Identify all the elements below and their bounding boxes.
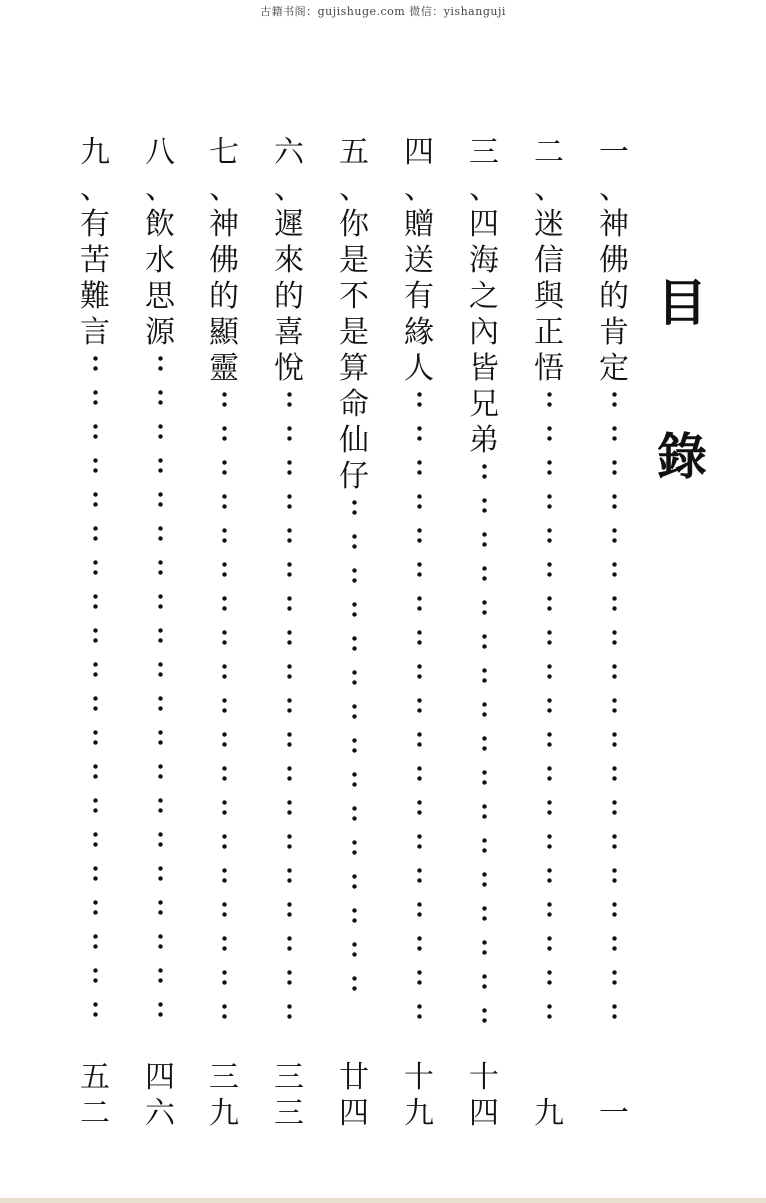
leader-dot <box>158 691 163 713</box>
page-number: 廿 四 <box>339 1060 369 1131</box>
leader-dot <box>547 965 552 987</box>
leader-dot <box>417 829 422 851</box>
leader-dot <box>612 455 617 477</box>
leader-dot <box>612 421 617 443</box>
leader-dot <box>158 351 163 373</box>
leader-dot <box>352 971 357 993</box>
chapter-separator: 、 <box>274 171 304 206</box>
leader-dots <box>482 459 487 1037</box>
chapter-title: 有 苦 難 言 <box>80 207 110 350</box>
leader-dot <box>417 659 422 681</box>
leader-dot <box>287 999 292 1021</box>
leader-dots <box>287 387 292 1033</box>
leader-dot <box>158 895 163 917</box>
leader-dot <box>287 693 292 715</box>
leader-dot <box>158 487 163 509</box>
leader-dot <box>287 931 292 953</box>
leader-dot <box>222 693 227 715</box>
leader-dot <box>612 693 617 715</box>
leader-dot <box>482 765 487 787</box>
leader-dot <box>222 897 227 919</box>
leader-dot <box>158 453 163 475</box>
leader-dot <box>417 693 422 715</box>
page-number: 九 <box>534 1096 564 1131</box>
leader-dot <box>482 459 487 481</box>
chapter-title: 你 是 不 是 算 命 仙 仔 <box>339 207 369 494</box>
leader-dot <box>287 489 292 511</box>
leader-dot <box>417 557 422 579</box>
chapter-separator: 、 <box>339 171 369 206</box>
leader-dot <box>222 659 227 681</box>
leader-dot <box>547 421 552 443</box>
leader-dot <box>547 931 552 953</box>
leader-dot <box>222 931 227 953</box>
leader-dot <box>287 523 292 545</box>
leader-dot <box>482 799 487 821</box>
leader-dot <box>482 663 487 685</box>
chapter-number-text: 八 <box>145 135 175 170</box>
leader-dot <box>222 863 227 885</box>
page-number: 十 九 <box>404 1060 434 1131</box>
chapter-number <box>202 135 246 207</box>
leader-dot <box>352 801 357 823</box>
leader-dot <box>287 965 292 987</box>
chapter-title: 飲 水 思 源 <box>145 207 175 350</box>
chapter-number <box>592 135 636 207</box>
leader-dot <box>93 929 98 951</box>
leader-dot <box>352 767 357 789</box>
chapter-title: 神 佛 的 肯 定 <box>599 207 629 386</box>
leader-dot <box>287 591 292 613</box>
toc-entry <box>592 135 636 1033</box>
leader-dots <box>158 351 163 1031</box>
leader-dot <box>417 727 422 749</box>
chapter-number <box>73 135 117 207</box>
chapter-number-text: 九 <box>80 135 110 170</box>
leader-dot <box>547 863 552 885</box>
leader-dot <box>352 597 357 619</box>
leader-dot <box>93 589 98 611</box>
leader-dot <box>222 761 227 783</box>
toc-entry <box>397 135 441 1033</box>
chapter-number-text: 六 <box>274 135 304 170</box>
leader-dot <box>93 657 98 679</box>
chapter-number <box>527 135 571 207</box>
chapter-title: 神 佛 的 顯 靈 <box>209 207 239 386</box>
leader-dot <box>612 931 617 953</box>
leader-dot <box>93 487 98 509</box>
leader-dot <box>158 827 163 849</box>
leader-dot <box>547 387 552 409</box>
leader-dots <box>222 387 227 1033</box>
chapter-number <box>138 135 182 207</box>
leader-dot <box>482 493 487 515</box>
leader-dot <box>612 727 617 749</box>
leader-dot <box>547 795 552 817</box>
leader-dot <box>612 591 617 613</box>
leader-dot <box>482 867 487 889</box>
leader-dot <box>417 387 422 409</box>
leader-dot <box>222 523 227 545</box>
leader-dot <box>158 555 163 577</box>
leader-dot <box>612 897 617 919</box>
leader-dot <box>158 419 163 441</box>
leader-dot <box>352 903 357 925</box>
leader-dot <box>352 529 357 551</box>
leader-dot <box>612 829 617 851</box>
leader-dot <box>222 999 227 1021</box>
leader-dot <box>93 351 98 373</box>
leader-dot <box>417 455 422 477</box>
leader-dot <box>482 833 487 855</box>
leader-dot <box>352 869 357 891</box>
leader-dot <box>93 827 98 849</box>
leader-dot <box>93 861 98 883</box>
leader-dot <box>352 733 357 755</box>
leader-dot <box>417 489 422 511</box>
leader-dot <box>158 725 163 747</box>
chapter-separator: 、 <box>599 171 629 206</box>
leader-dot <box>287 625 292 647</box>
leader-dot <box>612 965 617 987</box>
chapter-number <box>397 135 441 207</box>
page-number: 一 <box>599 1096 629 1131</box>
leader-dot <box>222 727 227 749</box>
toc-entry <box>527 135 571 1033</box>
leader-dot <box>482 697 487 719</box>
chapter-title: 迷 信 與 正 悟 <box>534 207 564 386</box>
toc-entry <box>73 135 117 1031</box>
leader-dot <box>222 489 227 511</box>
leader-dot <box>93 691 98 713</box>
leader-dot <box>222 455 227 477</box>
toc-heading <box>650 273 714 486</box>
leader-dot <box>547 829 552 851</box>
leader-dot <box>612 761 617 783</box>
leader-dot <box>612 557 617 579</box>
leader-dot <box>547 999 552 1021</box>
leader-dot <box>482 1003 487 1025</box>
chapter-separator: 、 <box>404 171 434 206</box>
leader-dot <box>93 759 98 781</box>
page-number: 十 四 <box>469 1060 499 1131</box>
leader-dot <box>352 495 357 517</box>
leader-dots <box>547 387 552 1033</box>
leader-dots <box>612 387 617 1033</box>
leader-dot <box>417 421 422 443</box>
chapter-title: 遲 來 的 喜 悅 <box>274 207 304 386</box>
leader-dot <box>547 693 552 715</box>
leader-dot <box>612 625 617 647</box>
leader-dot <box>287 455 292 477</box>
leader-dot <box>482 595 487 617</box>
toc-entry <box>462 135 506 1037</box>
chapter-number <box>332 135 376 207</box>
leader-dot <box>93 725 98 747</box>
leader-dot <box>222 965 227 987</box>
leader-dot <box>417 625 422 647</box>
leader-dot <box>222 421 227 443</box>
toc-entry <box>332 135 376 1005</box>
leader-dot <box>352 835 357 857</box>
leader-dot <box>482 969 487 991</box>
leader-dot <box>612 387 617 409</box>
leader-dot <box>417 761 422 783</box>
chapter-number-text: 四 <box>404 135 434 170</box>
leader-dot <box>352 937 357 959</box>
leader-dot <box>222 795 227 817</box>
leader-dot <box>287 421 292 443</box>
leader-dot <box>93 385 98 407</box>
toc-heading-char: 目 <box>657 273 707 332</box>
leader-dot <box>287 897 292 919</box>
leader-dot <box>417 863 422 885</box>
leader-dot <box>612 523 617 545</box>
leader-dot <box>482 935 487 957</box>
leader-dot <box>93 997 98 1019</box>
leader-dot <box>287 863 292 885</box>
leader-dot <box>547 523 552 545</box>
leader-dot <box>287 387 292 409</box>
chapter-number-text: 一 <box>599 135 629 170</box>
leader-dot <box>158 521 163 543</box>
chapter-number-text: 五 <box>339 135 369 170</box>
leader-dot <box>158 759 163 781</box>
leader-dot <box>547 761 552 783</box>
leader-dot <box>612 863 617 885</box>
leader-dot <box>547 489 552 511</box>
leader-dot <box>417 523 422 545</box>
chapter-title: 贈 送 有 緣 人 <box>404 207 434 386</box>
toc-entry <box>267 135 311 1033</box>
leader-dot <box>158 385 163 407</box>
leader-dot <box>417 897 422 919</box>
leader-dot <box>287 727 292 749</box>
leader-dot <box>417 999 422 1021</box>
leader-dot <box>158 623 163 645</box>
leader-dots <box>352 495 357 1005</box>
leader-dot <box>222 625 227 647</box>
toc-heading-char: 錄 <box>657 427 707 486</box>
leader-dot <box>93 419 98 441</box>
leader-dot <box>287 557 292 579</box>
leader-dot <box>158 997 163 1019</box>
leader-dot <box>287 795 292 817</box>
chapter-number-text: 三 <box>469 135 499 170</box>
chapter-separator: 、 <box>534 171 564 206</box>
leader-dot <box>222 387 227 409</box>
leader-dot <box>547 897 552 919</box>
leader-dot <box>612 999 617 1021</box>
leader-dot <box>612 659 617 681</box>
toc-entry <box>202 135 246 1033</box>
page-number: 五 二 <box>80 1060 110 1131</box>
chapter-number <box>267 135 311 207</box>
chapter-title: 四 海 之 內 皆 兄 弟 <box>469 207 499 458</box>
leader-dot <box>158 589 163 611</box>
leader-dot <box>482 527 487 549</box>
leader-dot <box>158 861 163 883</box>
leader-dot <box>482 629 487 651</box>
chapter-number <box>462 135 506 207</box>
leader-dot <box>287 829 292 851</box>
leader-dot <box>612 489 617 511</box>
leader-dot <box>158 657 163 679</box>
leader-dots <box>417 387 422 1033</box>
leader-dot <box>352 699 357 721</box>
leader-dot <box>482 561 487 583</box>
leader-dot <box>547 625 552 647</box>
page-number: 四 六 <box>145 1060 175 1131</box>
toc-entry <box>138 135 182 1031</box>
leader-dot <box>287 659 292 681</box>
leader-dot <box>482 901 487 923</box>
leader-dot <box>352 563 357 585</box>
page-number: 三 九 <box>209 1060 239 1131</box>
chapter-number-text: 二 <box>534 135 564 170</box>
chapter-separator: 、 <box>469 171 499 206</box>
leader-dot <box>93 895 98 917</box>
leader-dot <box>547 557 552 579</box>
leader-dot <box>352 631 357 653</box>
leader-dot <box>222 591 227 613</box>
leader-dot <box>93 793 98 815</box>
leader-dot <box>352 665 357 687</box>
site-watermark: 古籍书阁：gujishuge.com 微信：yishanguji <box>260 5 506 18</box>
leader-dot <box>417 931 422 953</box>
leader-dot <box>158 963 163 985</box>
chapter-separator: 、 <box>209 171 239 206</box>
leader-dot <box>93 453 98 475</box>
leader-dot <box>93 521 98 543</box>
leader-dot <box>222 829 227 851</box>
leader-dot <box>93 555 98 577</box>
leader-dot <box>158 929 163 951</box>
leader-dot <box>547 455 552 477</box>
leader-dot <box>482 731 487 753</box>
leader-dot <box>547 591 552 613</box>
leader-dot <box>612 795 617 817</box>
leader-dot <box>222 557 227 579</box>
leader-dot <box>417 591 422 613</box>
leader-dot <box>417 965 422 987</box>
leader-dot <box>158 793 163 815</box>
page-number: 三 三 <box>274 1060 304 1131</box>
leader-dot <box>287 761 292 783</box>
leader-dots <box>93 351 98 1031</box>
leader-dot <box>93 963 98 985</box>
leader-dot <box>547 659 552 681</box>
leader-dot <box>417 795 422 817</box>
chapter-number-text: 七 <box>209 135 239 170</box>
chapter-separator: 、 <box>145 171 175 206</box>
leader-dot <box>93 623 98 645</box>
page-edge <box>0 1198 766 1203</box>
leader-dot <box>547 727 552 749</box>
chapter-separator: 、 <box>80 171 110 206</box>
